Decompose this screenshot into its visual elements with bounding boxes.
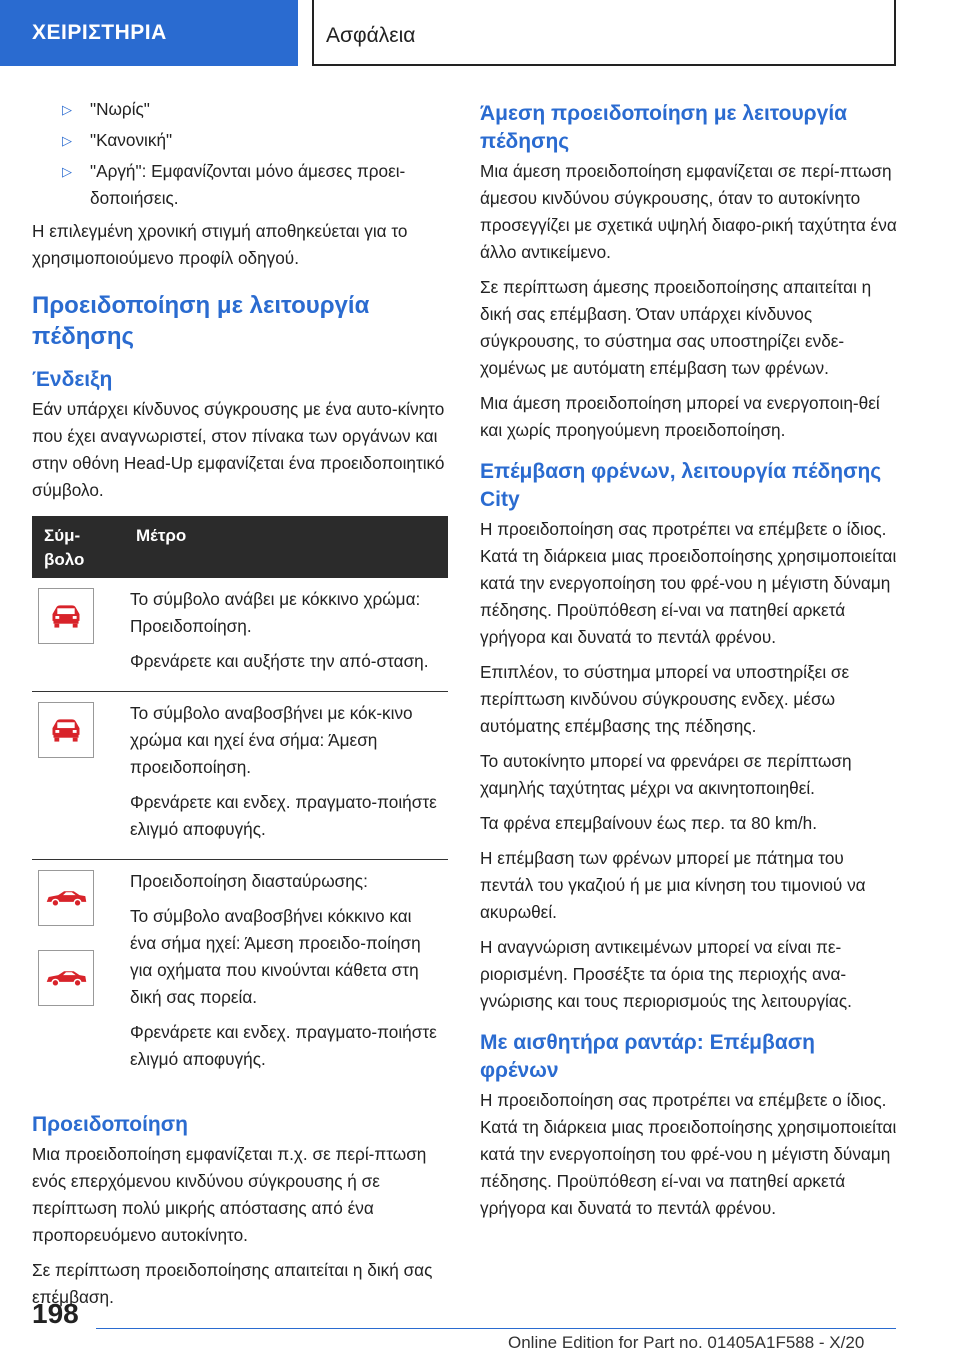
subsection-title-city-braking: Επέμβαση φρένων, λειτουργία πέδησης City	[480, 460, 882, 511]
saved-note: Η επιλεγμένη χρονική στιγμή αποθηκεύεται για το χρησιμοποιούμενο προφίλ οδηγού.	[32, 221, 408, 268]
list-item	[32, 127, 448, 154]
immediate-paragraph-1: Μια άμεση προειδοποίηση εμφανίζεται σε περί-πτωση άμεσου κινδύνου σύγκρουσης, όταν το αυτοκίνητο προσεγγίζει με σχετικά υψηλή διαφο-ρική ταχύτητα ένα άλλο αντικείμενο.	[480, 161, 897, 262]
header-divider	[312, 0, 314, 66]
list-item-text: "Αργή": Εμφανίζονται μόνο άμεσες προει-δοποιήσεις.	[90, 161, 406, 208]
table-header-row	[32, 516, 448, 578]
warning-paragraph-2: Σε περίπτωση προειδοποίησης απαιτείται η δική σας επέμβαση.	[32, 1260, 433, 1307]
column-header-measure: Μέτρο	[124, 516, 448, 578]
car-side-crossing-icon	[38, 870, 94, 926]
list-item-text: "Νωρίς"	[90, 99, 150, 119]
car-side-crossing-icon	[38, 950, 94, 1006]
subsection-title-warning: Προειδοποίηση	[32, 1113, 188, 1136]
symbol-table	[32, 516, 448, 1089]
city-paragraph-4: Τα φρένα επεμβαίνουν έως περ. τα 80 km/h.	[480, 813, 818, 833]
triangle-bullet-icon: ▷	[62, 102, 72, 117]
measure-text: Το σύμβολο αναβοσβήνει κόκκινο και ένα σήμα ηχεί: Άμεση προειδο-ποίηση για οχήματα που κινούνται κάθετα στη δική σας πορεία.	[130, 906, 421, 1007]
symbol-cell	[32, 692, 124, 860]
table-row	[32, 692, 448, 860]
header-right-border	[894, 0, 896, 66]
subsection-title-indication: Ένδειξη	[32, 368, 113, 391]
measure-text: Φρενάρετε και ενδεχ. πραγματο-ποιήστε ελιγμό αποφυγής.	[130, 792, 437, 839]
subsection-title-radar-braking: Με αισθητήρα ραντάρ: Επέμβαση φρένων	[480, 1031, 815, 1082]
city-paragraph-5: Η επέμβαση των φρένων μπορεί με πάτημα του πεντάλ του γκαζιού ή με μια κίνηση του τιμονιού να ακυρωθεί.	[480, 848, 866, 922]
car-front-red-icon	[38, 588, 94, 644]
measure-text: Προειδοποίηση διασταύρωσης:	[130, 871, 368, 891]
measure-text: Φρενάρετε και αυξήστε την από-σταση.	[130, 651, 429, 671]
list-item-text: "Κανονική"	[90, 130, 173, 150]
symbol-cell	[32, 860, 124, 1090]
radar-paragraph-1: Η προειδοποίηση σας προτρέπει να επέμβετε ο ίδιος. Κατά τη διάρκεια μιας προειδοποίησης χρησιμοποιείται κατά την ενεργοποίηση του φρέ-νου η μέγιστη δύναμη πέδησης. Προϋπόθεση εί-ναι να πατηθεί αρκετά γρήγορα και δυνατά το πεντάλ φρένου.	[480, 1090, 897, 1218]
measure-cell	[124, 578, 448, 692]
page-number: 198	[32, 1298, 79, 1329]
left-column	[32, 96, 448, 1319]
page-title: Ασφάλεια	[326, 24, 416, 47]
edition-footer: Online Edition for Part no. 01405A1F588 - X/20	[508, 1333, 865, 1352]
city-paragraph-1: Η προειδοποίηση σας προτρέπει να επέμβετε ο ίδιος. Κατά τη διάρκεια μιας προειδοποίησης χρησιμοποιείται κατά την ενεργοποίηση του φρέ-νου η μέγιστη δύναμη πέδησης. Προϋπόθεση εί-ναι να πατηθεί αρκετά γρήγορα και δυνατά το πεντάλ φρένου.	[480, 519, 897, 647]
right-column	[480, 96, 898, 1230]
symbol-cell	[32, 578, 124, 692]
immediate-paragraph-3: Μια άμεση προειδοποίηση μπορεί να ενεργοποιη-θεί και χωρίς προηγούμενη προειδοποίηση.	[480, 393, 880, 440]
warning-paragraph-1: Μια προειδοποίηση εμφανίζεται π.χ. σε περί-πτωση ενός επερχόμενου κινδύνου σύγκρουσης ή σε περίπτωση πολύ μικρής απόστασης από ένα προπορευόμενο αυτοκίνητο.	[32, 1144, 427, 1245]
list-item	[32, 158, 448, 212]
column-header-symbol: Σύμ-βολο	[32, 516, 124, 578]
triangle-bullet-icon: ▷	[62, 164, 72, 179]
table-row	[32, 578, 448, 692]
chapter-tab[interactable]: ΧΕΙΡΙΣΤΗΡΙΑ	[0, 0, 298, 66]
triangle-bullet-icon: ▷	[62, 133, 72, 148]
subsection-title-immediate-warning: Άμεση προειδοποίηση με λειτουργία πέδησης	[480, 102, 848, 153]
indication-text: Εάν υπάρχει κίνδυνος σύγκρουσης με ένα αυτο-κίνητο που έχει αναγνωριστεί, στον πίνακα των οργάνων και στην οθόνη Head-Up εμφανίζεται ένα προειδοποιητικό σύμβολο.	[32, 399, 445, 500]
measure-cell	[124, 692, 448, 860]
timing-options-list	[32, 96, 448, 212]
city-paragraph-2: Επιπλέον, το σύστημα μπορεί να υποστηρίξει σε περίπτωση κινδύνου σύγκρουσης ενδεχ. μέσω αυτόματης επέμβασης της πέδησης.	[480, 662, 850, 736]
section-title-braking-warning: Προειδοποίηση με λειτουργία πέδησης	[32, 292, 370, 350]
car-front-red-blinking-icon	[38, 702, 94, 758]
city-paragraph-3: Το αυτοκίνητο μπορεί να φρενάρει σε περίπτωση χαμηλής ταχύτητας μέχρι να ακινητοποιηθεί.	[480, 751, 852, 798]
list-item	[32, 96, 448, 123]
measure-cell	[124, 860, 448, 1090]
measure-text: Το σύμβολο ανάβει με κόκκινο χρώμα: Προειδοποίηση.	[130, 589, 421, 636]
header-underline	[312, 64, 896, 66]
footer-rule	[96, 1328, 896, 1329]
measure-text: Το σύμβολο αναβοσβήνει με κόκ-κινο χρώμα και ηχεί ένα σήμα: Άμεση προειδοποίηση.	[130, 703, 413, 777]
city-paragraph-6: Η αναγνώριση αντικειμένων μπορεί να είναι πε-ριορισμένη. Προσέξτε τα όρια της περιοχής ανα-γνώρισης και τους περιορισμούς της λειτουργίας.	[480, 937, 852, 1011]
measure-text: Φρενάρετε και ενδεχ. πραγματο-ποιήστε ελιγμό αποφυγής.	[130, 1022, 437, 1069]
immediate-paragraph-2: Σε περίπτωση άμεσης προειδοποίησης απαιτείται η δική σας επέμβαση. Όταν υπάρχει κίνδυνος σύγκρουσης, το σύστημα σας υποστηρίζει ενδε-χομένως με αυτόματη επέμβαση των φρένων.	[480, 277, 872, 378]
table-row	[32, 860, 448, 1090]
